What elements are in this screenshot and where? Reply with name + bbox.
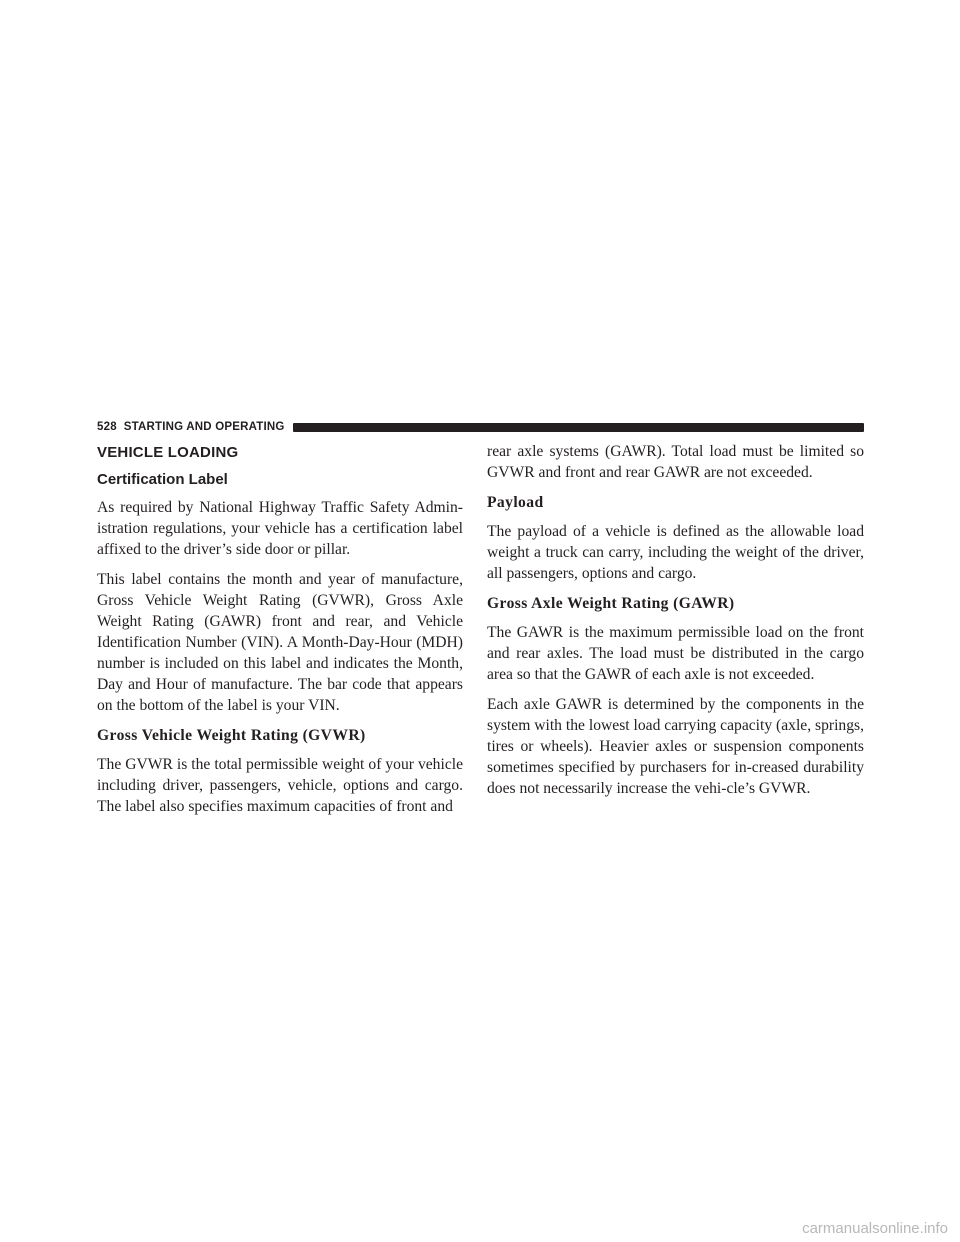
left-column bbox=[97, 440, 463, 826]
right-column bbox=[487, 440, 864, 808]
section-title: STARTING AND OPERATING bbox=[123, 421, 285, 433]
payload-paragraph: The payload of a vehicle is defined as the allowable load weight a truck can carry, including the weight of the driver, all passengers, options and cargo. bbox=[487, 523, 864, 582]
gvwr-paragraph-continued: rear axle systems (GAWR). Total load must be limited so GVWR and front and rear GAWR are not exceeded. bbox=[487, 443, 864, 481]
header-rule bbox=[293, 423, 864, 432]
page-header bbox=[97, 419, 864, 435]
payload-heading: Payload bbox=[487, 494, 544, 511]
gvwr-paragraph: The GVWR is the total permissible weight of your vehicle including driver, passengers, vehicle, options and cargo. The label also specifies maximum capacities of front and bbox=[97, 756, 463, 815]
chapter-title: VEHICLE LOADING bbox=[97, 444, 239, 461]
gvwr-heading: Gross Vehicle Weight Rating (GVWR) bbox=[97, 727, 366, 744]
gawr-paragraph-2: Each axle GAWR is determined by the components in the system with the lowest load carrying capacity (axle, springs, tires or wheels). Heavier axles or suspension components sometimes specified by purchasers for in-creased durability does not necessarily increase the vehi-cle’s GVWR. bbox=[487, 696, 864, 797]
certification-paragraph-1: As required by National Highway Traffic Safety Admin-istration regulations, your vehicle has a certification label affixed to the driver’s side door or pillar. bbox=[97, 499, 463, 558]
page-number: 528 bbox=[97, 421, 117, 433]
gawr-paragraph-1: The GAWR is the maximum permissible load on the front and rear axles. The load must be distributed in the cargo area so that the GAWR of each axle is not exceeded. bbox=[487, 624, 864, 683]
gawr-heading: Gross Axle Weight Rating (GAWR) bbox=[487, 595, 735, 612]
certification-paragraph-2: This label contains the month and year of manufacture, Gross Vehicle Weight Rating (GVWR), Gross Axle Weight Rating (GAWR) front and rear, and Vehicle Identification Number (VIN). A Month-Day-Hour (MDH) number is included on this label and indicates the Month, Day and Hour of manufacture. The bar code that appears on the bottom of the label is your VIN. bbox=[97, 571, 463, 714]
certification-label-heading: Certification Label bbox=[97, 471, 228, 488]
watermark-link[interactable]: carmanualsonline.info bbox=[802, 1220, 948, 1237]
